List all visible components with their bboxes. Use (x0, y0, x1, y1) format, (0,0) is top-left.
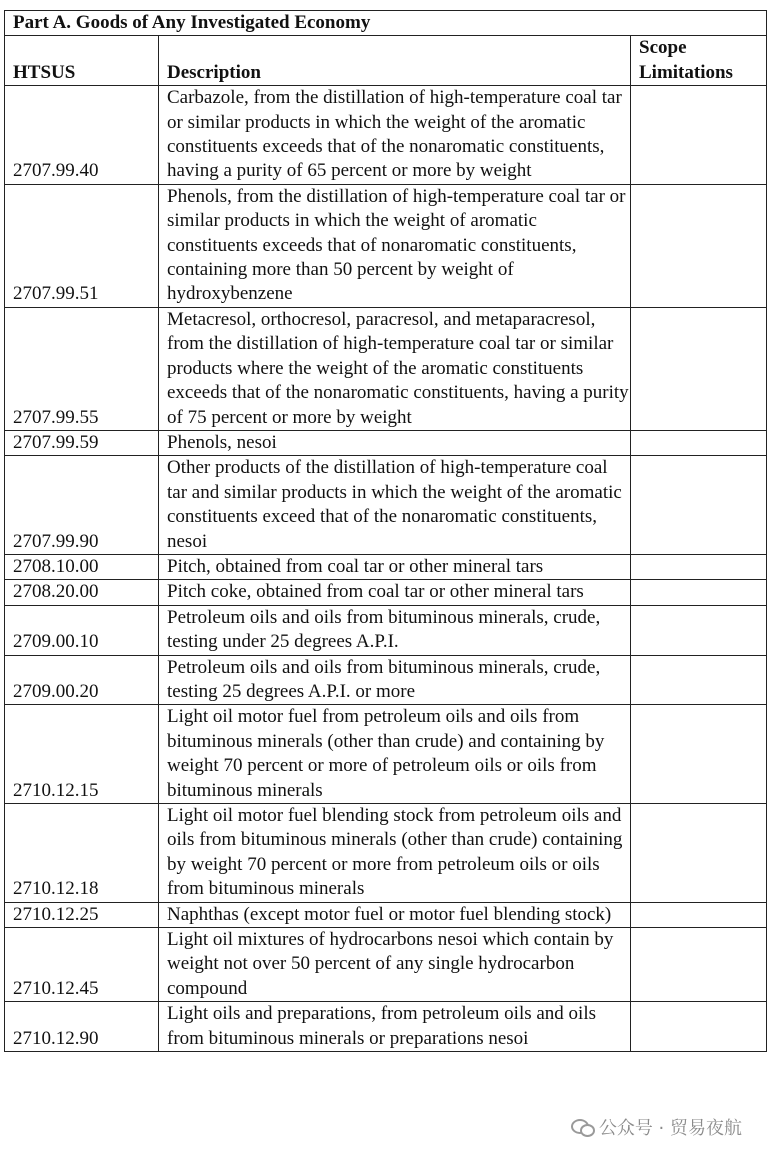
description-cell: Light oil motor fuel blending stock from petroleum oils and oils from bituminous minerals (other than crude) containing by weight 70 percent or more from petroleum oils or oils from bituminous minerals (159, 804, 631, 903)
description-cell: Naphthas (except motor fuel or motor fuel blending stock) (159, 902, 631, 927)
description-cell: Other products of the distillation of high-temperature coal tar and similar products in which the weight of the aromatic constituents exceed that of the nonaromatic constituents, nesoi (159, 456, 631, 555)
scope-limitations-cell (631, 554, 767, 579)
htsus-code: 2709.00.10 (5, 605, 159, 655)
description-cell: Light oil mixtures of hydrocarbons nesoi which contain by weight not over 50 percent of any single hydrocarbon compound (159, 928, 631, 1002)
htsus-code: 2710.12.18 (5, 804, 159, 903)
scope-limitations-cell (631, 804, 767, 903)
htsus-code: 2710.12.90 (5, 1002, 159, 1052)
table-row (5, 456, 767, 555)
scope-limitations-cell (631, 705, 767, 804)
header-scope-line2: Limitations (639, 61, 733, 83)
scope-limitations-cell (631, 928, 767, 1002)
table-title: Part A. Goods of Any Investigated Economy (5, 11, 767, 36)
scope-limitations-cell (631, 86, 767, 185)
header-description: Description (159, 36, 631, 86)
description-cell: Phenols, from the distillation of high-temperature coal tar or similar products in which the weight of aromatic constituents exceeds that of nonaromatic constituents, containing more than 50 percent by weight of hydroxybenzene (159, 184, 631, 307)
scope-limitations-cell (631, 430, 767, 455)
description-cell: Carbazole, from the distillation of high-temperature coal tar or similar products in which the weight of the aromatic constituents exceeds that of the nonaromatic constituents, having a purity of 65 percent or more by weight (159, 86, 631, 185)
htsus-code: 2710.12.45 (5, 928, 159, 1002)
table-row (5, 554, 767, 579)
table-header-row (5, 36, 767, 86)
htsus-code: 2708.20.00 (5, 580, 159, 605)
htsus-code: 2710.12.15 (5, 705, 159, 804)
table-row (5, 580, 767, 605)
header-htsus: HTSUS (5, 36, 159, 86)
header-scope-limitations (631, 36, 767, 86)
scope-limitations-cell (631, 580, 767, 605)
table-row (5, 804, 767, 903)
table-row (5, 705, 767, 804)
description-cell: Phenols, nesoi (159, 430, 631, 455)
wechat-icon (571, 1119, 593, 1135)
scope-limitations-cell (631, 184, 767, 307)
description-cell: Light oils and preparations, from petroleum oils and oils from bituminous minerals or preparations nesoi (159, 1002, 631, 1052)
table-row (5, 1002, 767, 1052)
htsus-code: 2707.99.40 (5, 86, 159, 185)
table-row (5, 430, 767, 455)
table-row (5, 184, 767, 307)
table-title-row (5, 11, 767, 36)
description-cell: Petroleum oils and oils from bituminous minerals, crude, testing under 25 degrees A.P.I. (159, 605, 631, 655)
scope-limitations-cell (631, 456, 767, 555)
description-cell: Pitch, obtained from coal tar or other mineral tars (159, 554, 631, 579)
scope-limitations-cell (631, 655, 767, 705)
scope-limitations-cell (631, 307, 767, 430)
table-row (5, 655, 767, 705)
htsus-code: 2707.99.55 (5, 307, 159, 430)
table-row (5, 605, 767, 655)
htsus-code: 2707.99.51 (5, 184, 159, 307)
description-cell: Pitch coke, obtained from coal tar or other mineral tars (159, 580, 631, 605)
description-cell: Metacresol, orthocresol, paracresol, and metaparacresol, from the distillation of high-temperature coal tar or similar products where the weight of the aromatic constituents exceeds that of the nonaromatic constituents, having a purity of 75 percent or more by weight (159, 307, 631, 430)
table-row (5, 307, 767, 430)
header-scope-line1: Scope (639, 37, 687, 59)
htsus-code: 2707.99.59 (5, 430, 159, 455)
watermark (567, 1114, 746, 1140)
htsus-code: 2710.12.25 (5, 902, 159, 927)
table-row (5, 902, 767, 927)
table-row (5, 928, 767, 1002)
htsus-code: 2708.10.00 (5, 554, 159, 579)
scope-limitations-cell (631, 605, 767, 655)
table-row (5, 86, 767, 185)
description-cell: Petroleum oils and oils from bituminous minerals, crude, testing 25 degrees A.P.I. or more (159, 655, 631, 705)
htsus-code: 2707.99.90 (5, 456, 159, 555)
htsus-code: 2709.00.20 (5, 655, 159, 705)
scope-limitations-cell (631, 902, 767, 927)
watermark-text: 公众号 · 贸易夜航 (598, 1118, 742, 1139)
description-cell: Light oil motor fuel from petroleum oils and oils from bituminous minerals (other than crude) and containing by weight 70 percent or more of petroleum oils or oils from bituminous minerals (159, 705, 631, 804)
hts-table (4, 10, 767, 1052)
scope-limitations-cell (631, 1002, 767, 1052)
